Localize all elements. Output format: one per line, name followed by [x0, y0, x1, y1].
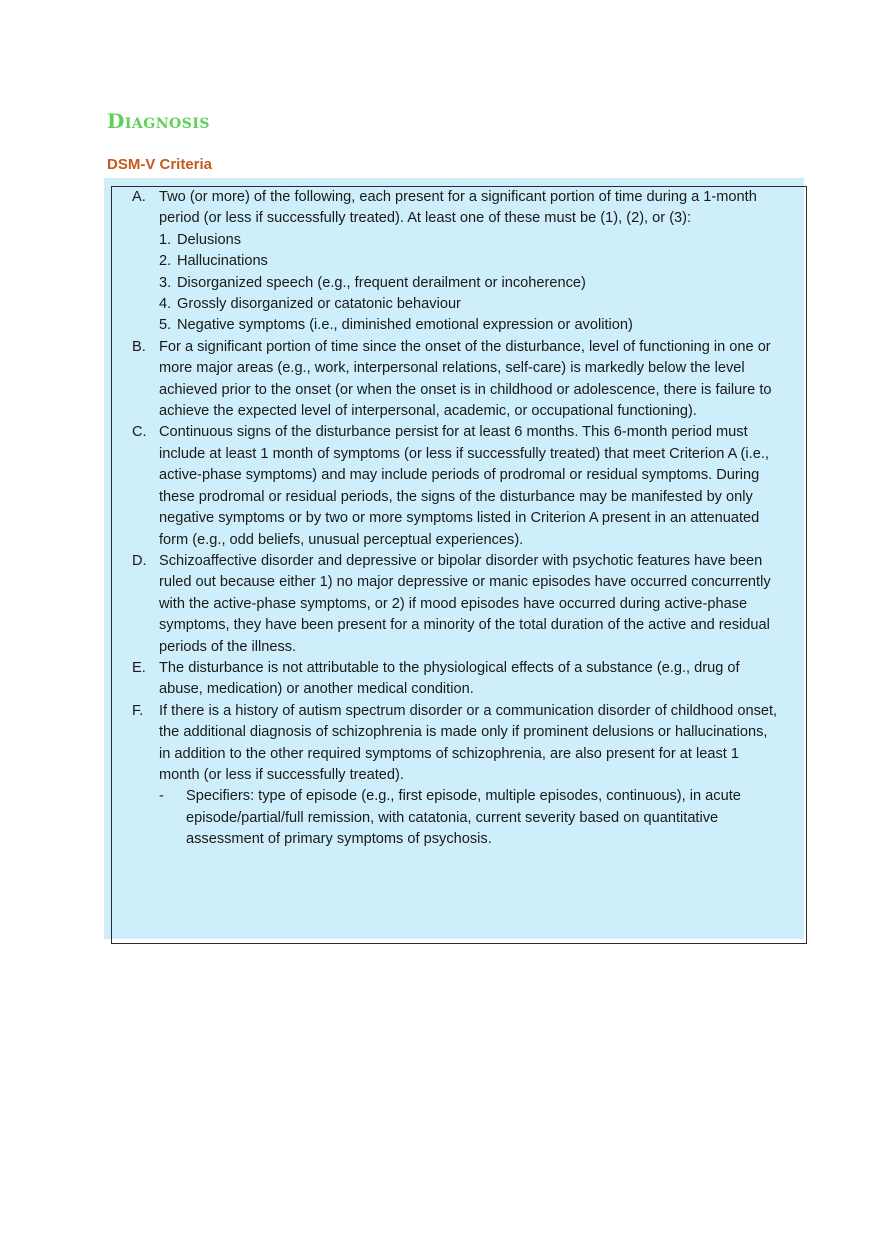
specifiers-text: Specifiers: type of episode (e.g., first episode, multiple episodes, continuous), in acute episode/partial/full remission, with catatonia, current severity based on quantitative assessment of primary symptoms of psychosis.	[186, 788, 741, 848]
criteria-subheading: DSM-V Criteria	[107, 156, 213, 173]
list-item	[132, 294, 780, 315]
section-heading: Diagnosis	[107, 109, 210, 133]
criterion-b	[132, 337, 780, 423]
item-text: Grossly disorganized or catatonic behaviour	[177, 296, 461, 313]
criterion-text: Schizoaffective disorder and depressive or bipolar disorder with psychotic features have been ruled out because either 1) no major depressive or manic episodes have occurred concurrently with the active-phase symptoms, or 2) if mood episodes have occurred during active-phase symptoms, they have been present for a minority of the total duration of the active and residual periods of the illness.	[159, 552, 771, 655]
criterion-f	[132, 701, 780, 851]
item-text: Disorganized speech (e.g., frequent derailment or incoherence)	[177, 274, 586, 291]
list-item	[132, 251, 780, 272]
criterion-letter: E.	[132, 659, 146, 676]
criterion-text: If there is a history of autism spectrum disorder or a communication disorder of childhood onset, the additional diagnosis of schizophrenia is made only if prominent delusions or hallucinations, in addition to the other required symptoms of schizophrenia, are also present for at least 1 month (or less if successfully treated).	[159, 702, 778, 783]
criterion-text: The disturbance is not attributable to the physiological effects of a substance (e.g., drug of abuse, medication) or another medical condition.	[159, 659, 740, 698]
criterion-a	[132, 187, 780, 230]
item-number: 2.	[159, 253, 172, 270]
criterion-letter: C.	[132, 424, 147, 441]
item-number: 3.	[159, 274, 172, 291]
item-text: Delusions	[177, 231, 242, 248]
item-text: Hallucinations	[177, 253, 268, 270]
criterion-text: For a significant portion of time since the onset of the disturbance, level of functioning in one or more major areas (e.g., work, interpersonal relations, self-care) is markedly below the level achieved prior to the onset (or when the onset is in childhood or adolescence, there is failure to achieve the expected level of interpersonal, academic, or occupational functioning).	[159, 338, 772, 420]
specifiers-note	[159, 786, 780, 850]
criteria-list	[132, 187, 780, 851]
criterion-text: Two (or more) of the following, each present for a significant portion of time during a 1-month period (or less if successfully treated). At least one of these must be (1), (2), or (3):	[159, 189, 757, 227]
criterion-c	[132, 422, 780, 550]
list-item	[132, 273, 780, 294]
criterion-d	[132, 551, 780, 658]
criterion-letter: F.	[132, 702, 144, 719]
item-number: 4.	[159, 296, 172, 313]
bullet-dash: -	[159, 788, 164, 805]
item-number: 1.	[159, 231, 172, 248]
item-text: Negative symptoms (i.e., diminished emotional expression or avolition)	[177, 317, 633, 334]
criterion-letter: B.	[132, 338, 146, 355]
list-item	[132, 315, 780, 336]
item-number: 5.	[159, 317, 172, 334]
criterion-e	[132, 658, 780, 701]
criterion-letter: D.	[132, 552, 147, 569]
criterion-text: Continuous signs of the disturbance persist for at least 6 months. This 6-month period must include at least 1 month of symptoms (or less if successfully treated) that meet Criterion A (i.e., active-phase symptoms) and may include periods of prodromal or residual symptoms. During these prodromal or residual periods, the signs of the disturbance may be manifested by only negative symptoms or by two or more symptoms listed in Criterion A present in an attenuated form (e.g., odd beliefs, unusual perceptual experiences).	[159, 424, 769, 548]
list-item	[132, 230, 780, 251]
criterion-letter: A.	[132, 189, 146, 205]
symptom-list	[132, 230, 780, 337]
